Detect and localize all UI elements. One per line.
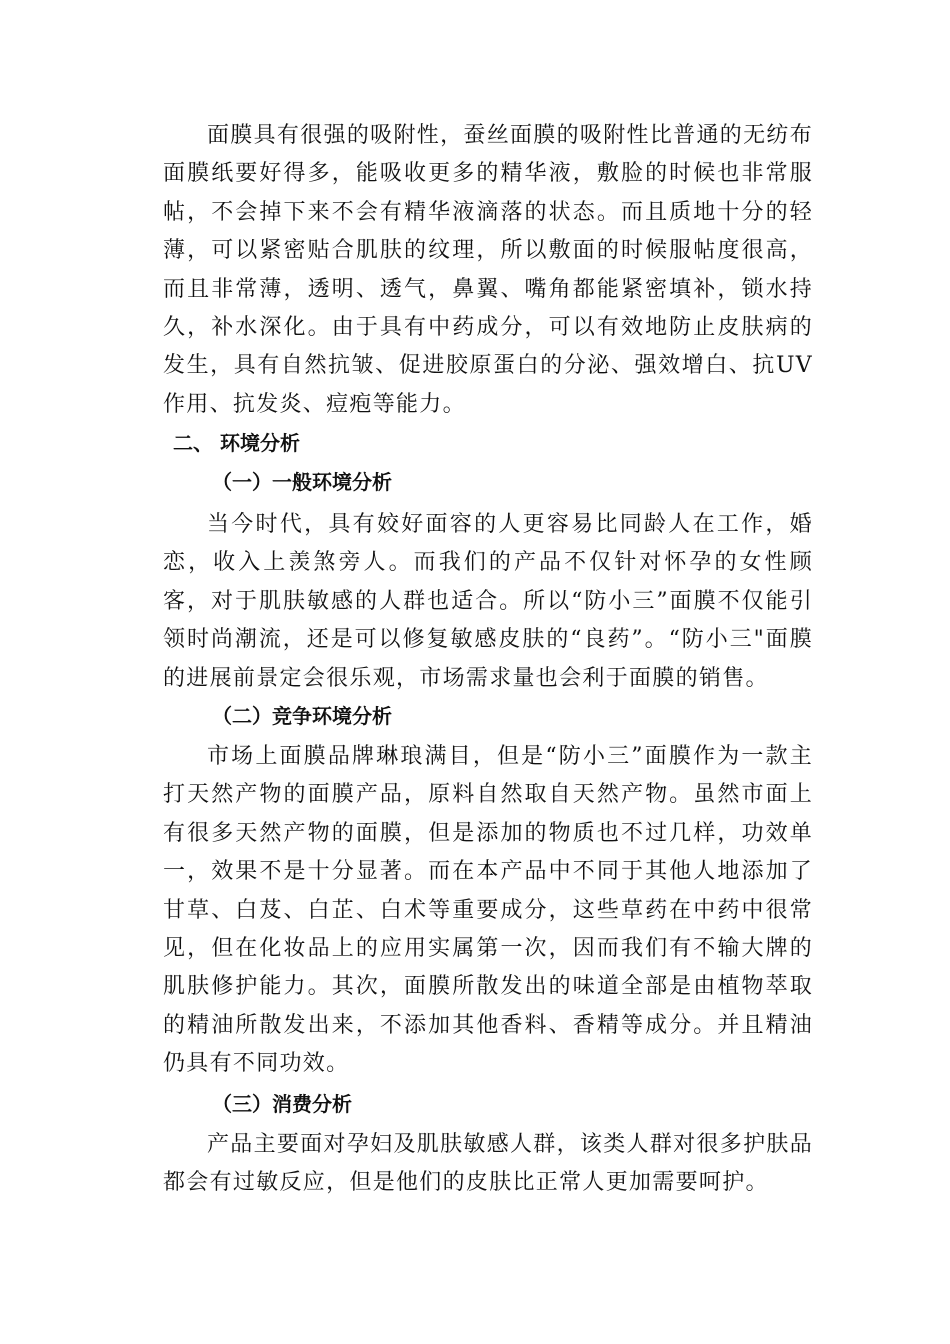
paragraph-consumption-analysis: 产品主要面对孕妇及肌肤敏感人群，该类人群对很多护肤品都会有过敏反应，但是他们的皮肤比正常人更加需要呵护。 [163,1132,813,1196]
subheading-consumption-analysis: （三）消费分析 [212,1092,352,1116]
section-heading-environment-analysis: 二、 环境分析 [173,431,300,455]
paragraph-competitive-environment: 市场上面膜品牌琳琅满目，但是“防小三”面膜作为一款主打天然产物的面膜产品，原料自然取自天然产物。虽然市面上有很多天然产物的面膜，但是添加的物质也不过几样，功效单一，效果不是十分显著。而在本产品中不同于其他人地添加了甘草、白芨、白芷、白术等重要成分，这些草药在中药中很常见，但在化妆品上的应用实属第一次，因而我们有不输大牌的肌肤修护能力。其次，面膜所散发出的味道全部是由植物萃取的精油所散发出来，不添加其他香料、香精等成分。并且精油仍具有不同功效。 [163,744,813,1077]
paragraph-general-environment: 当今时代，具有姣好面容的人更容易比同龄人在工作，婚恋，收入上羡煞旁人。而我们的产品不仅针对怀孕的女性顾客，对于肌肤敏感的人群也适合。所以“防小三”面膜不仅能引领时尚潮流，还是可以修复敏感皮肤的“良药”。“防小三"面膜的进展前景定会很乐观，市场需求量也会利于面膜的销售。 [163,512,813,691]
subheading-general-environment: （一）一般环境分析 [212,470,392,494]
paragraph-mask-properties: 面膜具有很强的吸附性，蚕丝面膜的吸附性比普通的无纺布面膜纸要好得多，能吸收更多的精华液，敷脸的时候也非常服帖，不会掉下来不会有精华液滴落的状态。而且质地十分的轻薄，可以紧密贴合肌肤的纹理，所以敷面的时候服帖度很高，而且非常薄，透明、透气，鼻翼、嘴角都能紧密填补，锁水持久，补水深化。由于具有中药成分，可以有效地防止皮肤病的发生，具有自然抗皱、促进胶原蛋白的分泌、强效增白、抗UV作用、抗发炎、痘疱等能力。 [163,123,813,417]
subheading-competitive-environment: （二）竞争环境分析 [212,704,392,728]
